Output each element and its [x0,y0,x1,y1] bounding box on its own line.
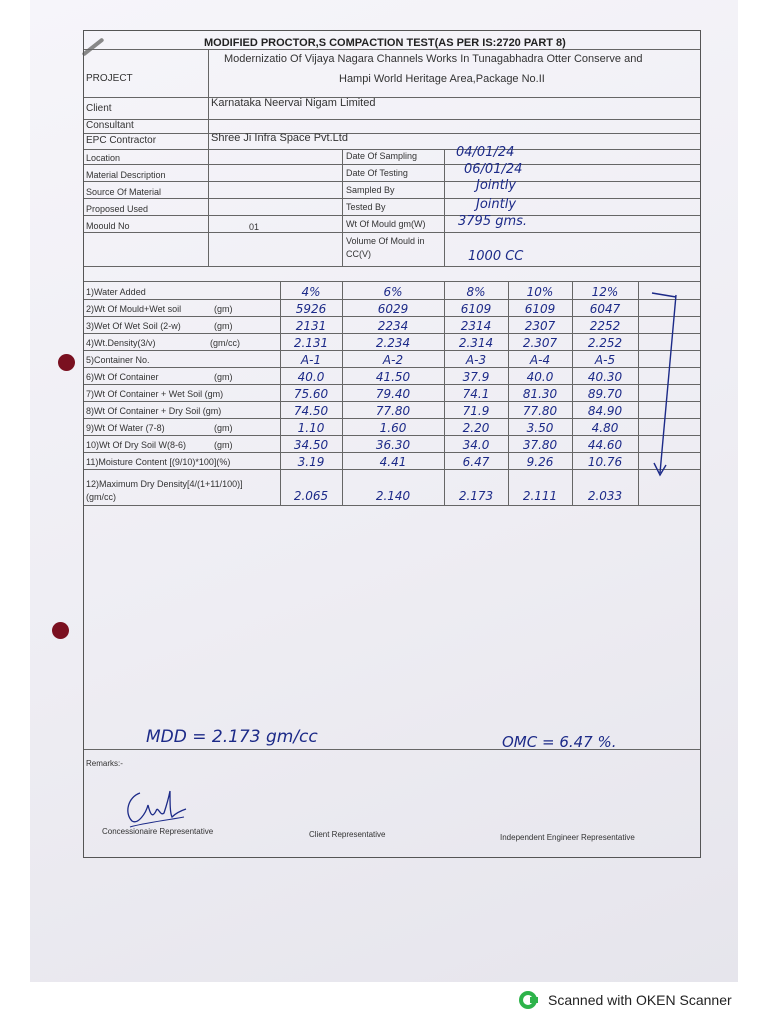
vol-mould-label-1: Volume Of Mould in [346,236,425,246]
table-cell-value: 4% [301,285,321,299]
table-row-label: 4)Wt.Density(3/v) [86,338,156,348]
date-sampling-value: 04/01/24 [456,145,515,160]
table-cell-value: 40.30 [587,370,623,384]
table-cell-value: 74.50 [293,404,329,418]
table-cell-value: 4.41 [379,455,407,469]
table-cell-value: 6047 [589,302,621,316]
table-cell-value: 84.90 [587,404,623,418]
table-cell-value: 6109 [524,302,556,316]
table-cell-value: 10.76 [587,455,623,469]
table-cell-value: 10% [526,285,554,299]
form-title: MODIFIED PROCTOR,S COMPACTION TEST(AS PER IS:2720 PART 8) [204,37,566,49]
table-cell-value: 2234 [377,319,409,333]
table-row-label: 2)Wt Of Mould+Wet soil [86,304,182,314]
table-cell-value: A-3 [465,353,487,367]
table-row-label: 10)Wt Of Dry Soil W(8-6) [86,440,187,450]
table-cell-value: A-4 [529,353,551,367]
compaction-test-form [83,30,701,858]
location-label: Location [86,153,121,163]
mdd-cell-value: 2.033 [587,489,623,503]
table-row-unit: (gm) [214,423,233,433]
tested-by-value: Jointly [476,197,517,212]
table-cell-value: A-5 [594,353,616,367]
mdd-cell-value: 2.173 [458,489,494,503]
table-cell-value: 81.30 [522,387,558,401]
epc-label: EPC Contractor [86,135,157,146]
scanner-text: Scanned with OKEN Scanner [548,992,732,1008]
date-sampling-label: Date Of Sampling [346,151,418,161]
consultant-label: Consultant [86,120,134,131]
table-cell-value: 40.0 [526,370,554,384]
vol-mould-label-2: CC(V) [346,249,371,259]
client-label: Client [86,103,112,114]
table-row-label: 1)Water Added [86,287,146,297]
vol-mould-value: 1000 CC [468,249,524,264]
project-label: PROJECT [86,73,133,84]
table-cell-value: 74.1 [462,387,490,401]
table-row-label: 8)Wt Of Container + Dry Soil (gm) [86,406,222,416]
table-cell-value: 75.60 [293,387,329,401]
table-cell-value: 2.314 [458,336,494,350]
table-row-unit: (gm) [214,372,233,382]
wt-mould-value: 3795 gms. [458,214,528,229]
table-cell-value: 2314 [460,319,492,333]
table-cell-value: 41.50 [375,370,411,384]
mdd-cell-value: 2.140 [375,489,411,503]
table-cell-value: 12% [591,285,619,299]
table-cell-value: 79.40 [375,387,411,401]
engineer-rep-label: Independent Engineer Representative [500,833,635,842]
signature-icon [122,783,192,829]
table-cell-value: 2131 [295,319,327,333]
punch-hole [58,354,75,371]
table-cell-value: 2307 [524,319,556,333]
table-row-label: 11)Moisture Content [(9/10)*100](%) [86,457,231,467]
client-value: Karnataka Neervai Nigam Limited [211,97,376,109]
table-row-label: 3)Wet Of Wet Soil (2-w) [86,321,181,331]
table-cell-value: A-2 [382,353,404,367]
mould-no-value: 01 [249,222,260,232]
date-testing-value: 06/01/24 [464,162,523,177]
table-cell-value: 34.50 [293,438,329,452]
mould-no-label: Moould No [86,221,130,231]
table-cell-value: 2.252 [587,336,623,350]
wt-mould-label: Wt Of Mould gm(W) [346,219,426,229]
date-testing-label: Date Of Testing [346,168,408,178]
tested-by-label: Tested By [346,202,386,212]
table-cell-value: 34.0 [462,438,490,452]
table-cell-value: 6.47 [462,455,490,469]
table-cell-value: 3.19 [297,455,325,469]
oken-logo-icon [518,990,538,1010]
proposed-label: Proposed Used [86,204,149,214]
downward-arrow-icon [640,283,700,479]
table-row-label: 5)Container No. [86,355,150,365]
sampled-by-label: Sampled By [346,185,395,195]
table-cell-value: 9.26 [526,455,554,469]
table-cell-value: 2.234 [375,336,411,350]
mdd-cell-value: 2.111 [522,489,558,503]
mdd-row-label-2: (gm/cc) [86,492,116,502]
table-cell-value: 89.70 [587,387,623,401]
punch-hole [52,622,69,639]
table-cell-value: 71.9 [462,404,490,418]
table-cell-value: 77.80 [375,404,411,418]
table-cell-value: 77.80 [522,404,558,418]
table-cell-value: 3.50 [526,421,554,435]
table-cell-value: 4.80 [591,421,619,435]
client-rep-label: Client Representative [309,830,386,839]
mdd-result: MDD = 2.173 gm/cc [146,727,318,747]
remarks-label: Remarks:- [86,759,123,768]
table-cell-value: 6109 [460,302,492,316]
table-cell-value: 2.20 [462,421,490,435]
scanner-watermark [518,990,732,1010]
sampled-by-value: Jointly [476,178,517,193]
table-cell-value: 2.307 [522,336,558,350]
table-row-label: 9)Wt Of Water (7-8) [86,423,165,433]
source-label: Source Of Material [86,187,162,197]
table-row-label: 6)Wt Of Container [86,372,159,382]
table-row-unit: (gm) [214,440,233,450]
table-row-label: 7)Wt Of Container + Wet Soil (gm) [86,389,224,399]
table-row-unit: (gm/cc) [210,338,240,348]
project-line-1: Modernizatio Of Vijaya Nagara Channels Works In Tunagabhadra Otter Conserve and [224,53,643,65]
table-row-unit: (gm) [214,304,233,314]
mdd-cell-value: 2.065 [293,489,329,503]
table-cell-value: 37.80 [522,438,558,452]
table-cell-value: 8% [466,285,486,299]
table-cell-value: 2252 [589,319,621,333]
omc-result: OMC = 6.47 %. [502,733,617,751]
mdd-row-label-1: 12)Maximum Dry Density[4/(1+11/100)] [86,479,243,489]
table-cell-value: 6029 [377,302,409,316]
table-cell-value: A-1 [300,353,322,367]
material-label: Material Description [86,170,166,180]
table-cell-value: 44.60 [587,438,623,452]
project-line-2: Hampi World Heritage Area,Package No.II [339,73,545,85]
concessionaire-label: Concessionaire Representative [102,827,214,836]
table-cell-value: 1.10 [297,421,325,435]
table-cell-value: 40.0 [297,370,325,384]
table-row-unit: (gm) [214,321,233,331]
table-cell-value: 2.131 [293,336,329,350]
table-cell-value: 6% [383,285,403,299]
table-cell-value: 37.9 [462,370,490,384]
table-cell-value: 1.60 [379,421,407,435]
table-cell-value: 5926 [295,302,327,316]
epc-value: Shree Ji Infra Space Pvt.Ltd [211,132,348,144]
table-cell-value: 36.30 [375,438,411,452]
